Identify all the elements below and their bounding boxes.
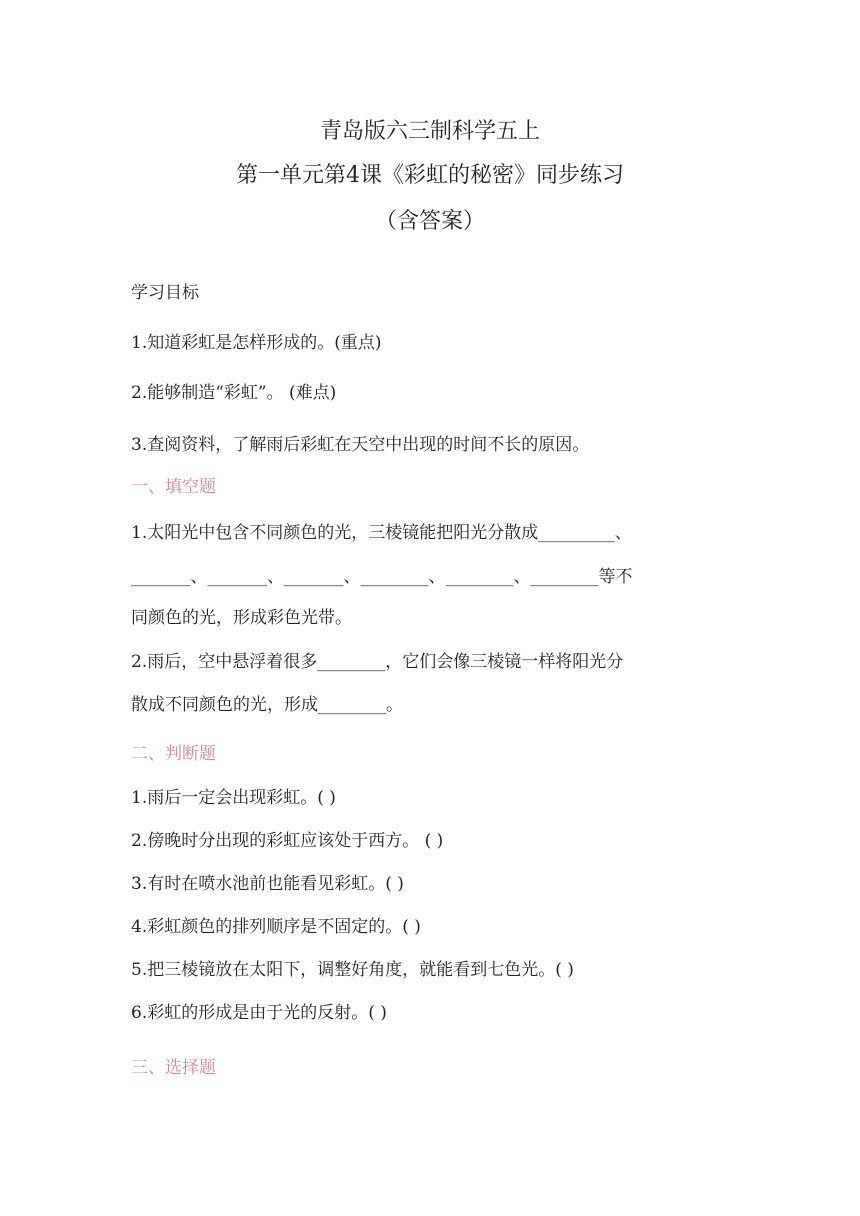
judge-question-4: 4.彩虹颜色的排列顺序是不固定的。( ) — [131, 917, 421, 937]
objective-item-2: 2.能够制造“彩虹”。 (难点) — [131, 383, 337, 403]
answer-note: （含答案） — [374, 209, 485, 234]
judge-question-1: 1.雨后一定会出现彩虹。( ) — [131, 788, 336, 808]
judge-question-2: 2.傍晚时分出现的彩虹应该处于西方。 ( ) — [131, 831, 444, 851]
objectives-heading: 学习目标 — [131, 283, 199, 303]
fill-question-2-line-2: 散成不同颜色的光，形成________。 — [131, 695, 403, 715]
document-title: 青岛版六三制科学五上 — [319, 119, 540, 144]
lesson-title: 第一单元第4课《彩虹的秘密》同步练习 — [236, 163, 624, 188]
section-heading-choice: 三、选择题 — [131, 1058, 216, 1078]
section-heading-judge: 二、判断题 — [131, 744, 216, 764]
judge-question-5: 5.把三棱镜放在太阳下，调整好角度，就能看到七色光。( ) — [131, 960, 574, 980]
judge-question-6: 6.彩虹的形成是由于光的反射。( ) — [131, 1003, 387, 1023]
section-heading-fill: 一、填空题 — [131, 477, 216, 497]
fill-question-2-line-1: 2.雨后，空中悬浮着很多________，它们会像三棱镜一样将阳光分 — [131, 652, 624, 672]
objective-item-3: 3.查阅资料，了解雨后彩虹在天空中出现的时间不长的原因。 — [131, 435, 590, 455]
objective-item-1: 1.知道彩虹是怎样形成的。(重点) — [131, 333, 382, 353]
fill-question-1-line-2: _______、_______、_______、________、________、________等不 — [131, 567, 633, 587]
fill-question-1-line-3: 同颜色的光，形成彩色光带。 — [131, 608, 352, 628]
fill-question-1-line-1: 1.太阳光中包含不同颜色的光，三棱镜能把阳光分散成_________、 — [131, 523, 632, 543]
judge-question-3: 3.有时在喷水池前也能看见彩虹。( ) — [131, 874, 404, 894]
